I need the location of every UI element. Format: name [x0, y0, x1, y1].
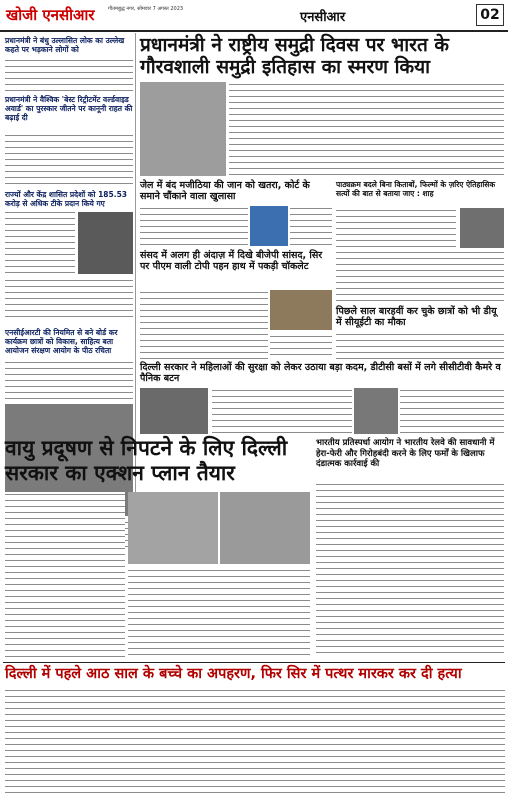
railway-headline: भारतीय प्रतिस्पर्धा आयोग ने भारतीय रेलवे की सावधानी में हेरा-फेरी और गिरोहबंदी करने के लिए फर्मों के खिलाफ दंडात्मक कार्रवाई की	[316, 438, 495, 469]
parliament-headline: संसद में अलग ही अंदाज़ में दिखे बीजेपी सांसद, सिर पर पीएम वाली टोपी पहन हाथ में पकड़ी चॉकलेट	[140, 250, 323, 272]
lead-headline: प्रधानमंत्री ने राष्ट्रीय समुद्री दिवस पर भारत के गौरवशाली समुद्री इतिहास का स्मरण किया	[140, 34, 449, 78]
left-story2-headline: प्रधानमंत्री ने वैश्विक 'बेस्ट रिट्रीटमेंट वर्ल्डवाइड अवार्ड' का पुरस्कार जीतने पर कानूनी राहत की बढ़ाई दी	[5, 95, 133, 122]
shah-photo	[460, 208, 504, 248]
railway-body	[316, 482, 504, 658]
bottom-divider	[3, 662, 505, 663]
students-headline: पिछले साल बारहवीं कर चुके छात्रों को भी डीयू में सीयूईटी का मौका	[336, 306, 497, 328]
left-story4-body	[5, 360, 133, 400]
pollution-photo-1	[128, 492, 218, 564]
textbook-body	[336, 208, 456, 248]
students-body	[336, 332, 504, 360]
delhi-women-body	[212, 388, 352, 434]
bottom-body	[5, 688, 505, 796]
left-story1-body	[5, 58, 133, 92]
left-story3-body2	[5, 278, 133, 322]
jail-body2	[290, 206, 332, 246]
left-story2-body	[5, 133, 133, 185]
pollution-body2	[128, 568, 310, 658]
dateline: गौतमबुद्ध नगर, सोमवार 7 अगस्त 2023	[108, 6, 184, 12]
jail-body	[140, 206, 248, 246]
left-story1-headline: प्रधानमंत्री ने बंधु उल्लासित लोक का उल्लेख कहते पर भड़काने लोगों को	[5, 36, 125, 54]
newspaper-logo: खोजी एनसीआर	[6, 6, 95, 24]
left-story3-photo	[78, 212, 133, 274]
lead-body	[229, 82, 504, 176]
parliament-body2	[270, 334, 332, 360]
bus-photo	[140, 388, 208, 434]
left-story3-headline: राज्यों और केंद्र शासित प्रदेशों को 185.53 करोड़ से अधिक टीके प्रदान किये गए	[5, 190, 128, 208]
delhi-women-headline: दिल्ली सरकार ने महिलाओं की सुरक्षा को लेकर उठाया बड़ा कदम, डीटीसी बसों में लगे सीसीटीवी कैमरे व पैनिक बटन	[140, 362, 501, 384]
page-number: 02	[476, 4, 504, 26]
left-story3-body	[5, 210, 75, 274]
pollution-photo-2	[220, 492, 310, 564]
politician-photo	[250, 206, 288, 246]
delhi-women-body2	[400, 388, 504, 434]
jail-headline: जेल में बंद मजीठिया की जान को खतरा, कोर्ट के समाने चौंकाने वाला खुलासा	[140, 180, 310, 202]
pollution-body	[5, 492, 125, 658]
pm-photo	[140, 82, 226, 176]
section-title: एनसीआर	[300, 10, 346, 25]
pollution-headline: वायु प्रदूषण से निपटने के लिए दिल्ली सरकार का एक्शन प्लान तैयार	[5, 436, 288, 485]
cctv-photo	[354, 388, 398, 434]
textbook-body2	[336, 250, 504, 304]
parliament-photo	[270, 290, 332, 330]
bottom-headline: दिल्ली में पहले आठ साल के बच्चे का अपहरण, फिर सिर में पत्थर मारकर कर दी हत्या	[5, 666, 462, 682]
parliament-body	[140, 290, 268, 360]
textbook-headline: पाठ्यक्रम बदले बिना किताबों, फिल्मों के ज़रिए ऐतिहासिक सत्यों की बात से बताया जाए : शाह	[336, 180, 496, 198]
left-story4-headline: एनसीईआरटी की नियमित से बने बोर्ड कर कार्यक्रम छात्रों को विकास, साहित्य बता आयोजन संरक्षण आयोग के पीठ रचिता	[5, 328, 118, 355]
